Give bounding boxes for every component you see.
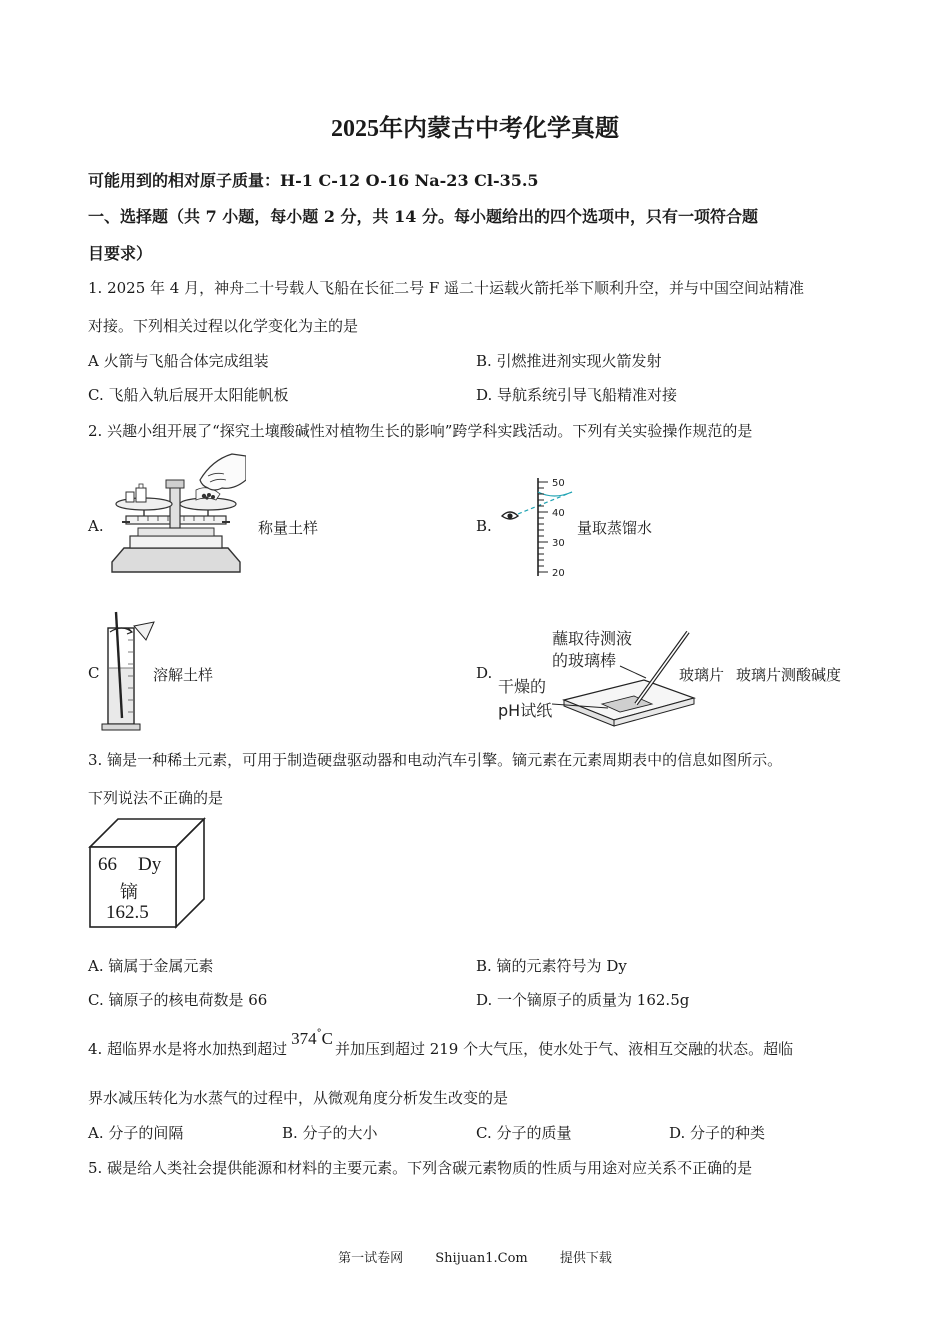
q2-option-b-caption: 量取蒸馏水 bbox=[577, 519, 653, 537]
q5-stem: 5. 碳是给人类社会提供能源和材料的主要元素。下列含碳元素物质的性质与用途对应关系不正确的是 bbox=[88, 1159, 753, 1177]
q3-option-b: B. 镝的元素符号为 Dy bbox=[476, 957, 627, 975]
cylinder-tick-30: 30 bbox=[552, 538, 565, 549]
q2-option-d-letter: D. bbox=[476, 664, 493, 682]
q4-stem bbox=[88, 1028, 794, 1059]
element-number: 66 bbox=[98, 854, 117, 875]
q4-option-d: D. 分子的种类 bbox=[669, 1124, 766, 1142]
q2-option-c-caption: 溶解土样 bbox=[153, 666, 214, 684]
q3-option-a: A. 镝属于金属元素 bbox=[88, 957, 214, 975]
element-symbol: Dy bbox=[138, 854, 162, 875]
section-heading: 一、选择题（共 7 小题，每小题 2 分，共 14 分。每小题给出的四个选项中，只有一项符合题 bbox=[88, 207, 758, 226]
balance-illustration bbox=[104, 450, 246, 578]
q2-glass-label: 玻璃片 bbox=[679, 666, 725, 684]
cylinder-tick-50: 50 bbox=[552, 478, 565, 489]
footer-download-text: 提供下载 bbox=[559, 1251, 612, 1266]
q2-option-a-letter: A. bbox=[88, 517, 104, 535]
q3-stem: 3. 镝是一种稀土元素，可用于制造硬盘驱动器和电动汽车引擎。镝元素在元素周期表中的信息如图所示。 bbox=[88, 751, 783, 769]
cylinder-tick-40: 40 bbox=[552, 508, 565, 519]
ph-paper-label-1: 干燥的 bbox=[498, 677, 547, 696]
q4-temp-unit: C bbox=[321, 1029, 333, 1048]
footer-site-url[interactable]: Shijuan1.Com bbox=[435, 1251, 528, 1266]
q2-option-c-letter: C bbox=[88, 664, 100, 682]
q3-option-d: D. 一个镝原子的质量为 162.5g bbox=[476, 991, 690, 1009]
q3-option-c: C. 镝原子的核电荷数是 66 bbox=[88, 991, 268, 1009]
cylinder-tick-20: 20 bbox=[552, 568, 565, 578]
q1-option-d: D. 导航系统引导飞船精准对接 bbox=[476, 386, 678, 404]
element-name: 镝 bbox=[120, 882, 138, 903]
graduated-cylinder-illustration bbox=[494, 474, 578, 578]
q4-option-a: A. 分子的间隔 bbox=[88, 1124, 184, 1142]
dissolving-cylinder-illustration bbox=[98, 610, 156, 732]
q4-option-b: B. 分子的大小 bbox=[282, 1124, 378, 1142]
ph-test-illustration bbox=[494, 626, 704, 730]
q1-option-c: C. 飞船入轨后展开太阳能帆板 bbox=[88, 386, 289, 404]
q4-stem-cont: 界水减压转化为水蒸气的过程中，从微观角度分析发生改变的是 bbox=[88, 1089, 509, 1107]
q4-temp-value: 374 bbox=[291, 1029, 317, 1048]
q4-temp-degree: ° bbox=[316, 1028, 322, 1039]
q2-option-b-letter: B. bbox=[476, 517, 492, 535]
ph-rod-label-2: 的玻璃棒 bbox=[552, 651, 617, 670]
footer-site-name: 第一试卷网 bbox=[338, 1251, 404, 1266]
q4-option-c: C. 分子的质量 bbox=[476, 1124, 572, 1142]
q2-option-d-caption: 玻璃片测酸碱度 bbox=[736, 666, 842, 684]
section-heading-cont: 目要求） bbox=[88, 244, 153, 263]
q1-option-b: B. 引燃推进剂实现火箭发射 bbox=[476, 352, 662, 370]
q1-option-a: A 火箭与飞船合体完成组装 bbox=[88, 352, 269, 370]
q2-option-a-caption: 称量土样 bbox=[258, 519, 319, 537]
q4-stem-part1: 4. 超临界水是将水加热到超过 bbox=[88, 1040, 288, 1058]
q3-stem-cont: 下列说法不正确的是 bbox=[88, 789, 224, 807]
ph-rod-label-1: 蘸取待测液 bbox=[552, 629, 633, 648]
q1-stem: 1. 2025 年 4 月，神舟二十号载人飞船在长征二号 F 遥二十运载火箭托举下顺利升空，并与中国空间站精准 bbox=[88, 279, 805, 297]
ph-paper-label-2: pH试纸 bbox=[498, 701, 553, 720]
element-mass: 162.5 bbox=[106, 902, 149, 923]
atomic-masses: 可能用到的相对原子质量：H-1 C-12 O-16 Na-23 Cl-35.5 bbox=[88, 171, 539, 190]
q1-stem-cont: 对接。下列相关过程以化学变化为主的是 bbox=[88, 317, 359, 335]
q4-stem-part2: 并加压到超过 219 个大气压，使水处于气、液相互交融的状态。超临 bbox=[334, 1040, 794, 1058]
element-card bbox=[88, 817, 208, 929]
page-footer bbox=[0, 1247, 950, 1266]
q2-stem: 2. 兴趣小组开展了“探究土壤酸碱性对植物生长的影响”跨学科实践活动。下列有关实验操作规范的是 bbox=[88, 422, 753, 440]
page-title: 2025年内蒙古中考化学真题 bbox=[331, 116, 619, 142]
